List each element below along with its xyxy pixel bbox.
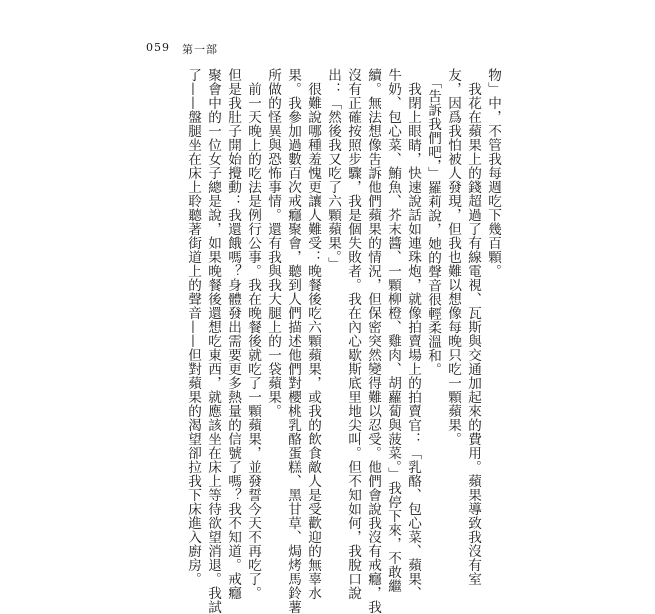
text-column: 物」中，不管我每週吃下幾百顆。 xyxy=(485,68,501,278)
text-column: 「吿訴我們吧，」羅莉說，她的聲音很輕柔溫和。 xyxy=(425,68,441,377)
text-column: 續。無法想像吿訴他們蘋果的情況，但保密突然變得難以忍受。他們會說我沒有戒癮，我 xyxy=(365,68,381,614)
text-column: 友，因爲我怕被人發現，但我也難以想像每晚只吃一顆蘋果。 xyxy=(445,68,461,446)
text-column: 果。我參加過數百次戒癮聚會，聽到人們描述他們對櫻桃乳酪蛋糕、黑甘草、焗烤馬鈴薯 xyxy=(285,68,301,614)
text-column: 所做的怪異與恐怖事情。還有我與我大腿上的一袋蘋果。 xyxy=(265,68,281,418)
text-column: 但是我肚子開始攪動：我還餓嗎？身體發出需要更多熱量的信號了嗎？我不知道。戒癮 xyxy=(225,68,241,600)
text-column: 出：「然後我又吃了六顆蘋果。」 xyxy=(325,68,341,272)
text-column: 前一天晚上的吃法是例行公事。我在晚餐後就吃了一顆蘋果，並發誓今天不再吃了。 xyxy=(245,68,261,600)
text-column: 我花在蘋果上的錢超過了有線電視、瓦斯與交通加起來的費用。蘋果導致我沒有室 xyxy=(465,68,481,586)
text-column: 很難說哪種羞愧更讓人難受：晚餐後吃六顆蘋果，或我的飲食敵人是受歡迎的無辜水 xyxy=(305,68,321,600)
text-column: 了——盤腿坐在床上聆聽著街道上的聲音——但對蘋果的渴望卻拉我下床進入廚房。 xyxy=(185,68,201,586)
text-column: 牛奶、包心菜、鮪魚、芥末醬、一顆柳橙、雞肉、胡蘿蔔與菠菜。」我停下來，不敢繼 xyxy=(385,68,401,594)
text-column: 我閉上眼睛，快速說話如連珠炮，就像拍賣場上的拍賣官：「乳酪、包心菜、蘋果、 xyxy=(405,68,421,600)
text-column: 沒有正確按照步驟，我是個失敗者。我在內心歇斯底里地尖叫。但不知如何，我脫口說 xyxy=(345,68,361,600)
running-header xyxy=(146,41,218,57)
text-column: 聚會中的一位女子總是說，如果晚餐後還想吃東西，就應該坐在床上等待欲望消退。我試 xyxy=(205,68,221,614)
chapter-title: 第一部 xyxy=(182,43,218,56)
page-number: 059 xyxy=(146,41,170,54)
